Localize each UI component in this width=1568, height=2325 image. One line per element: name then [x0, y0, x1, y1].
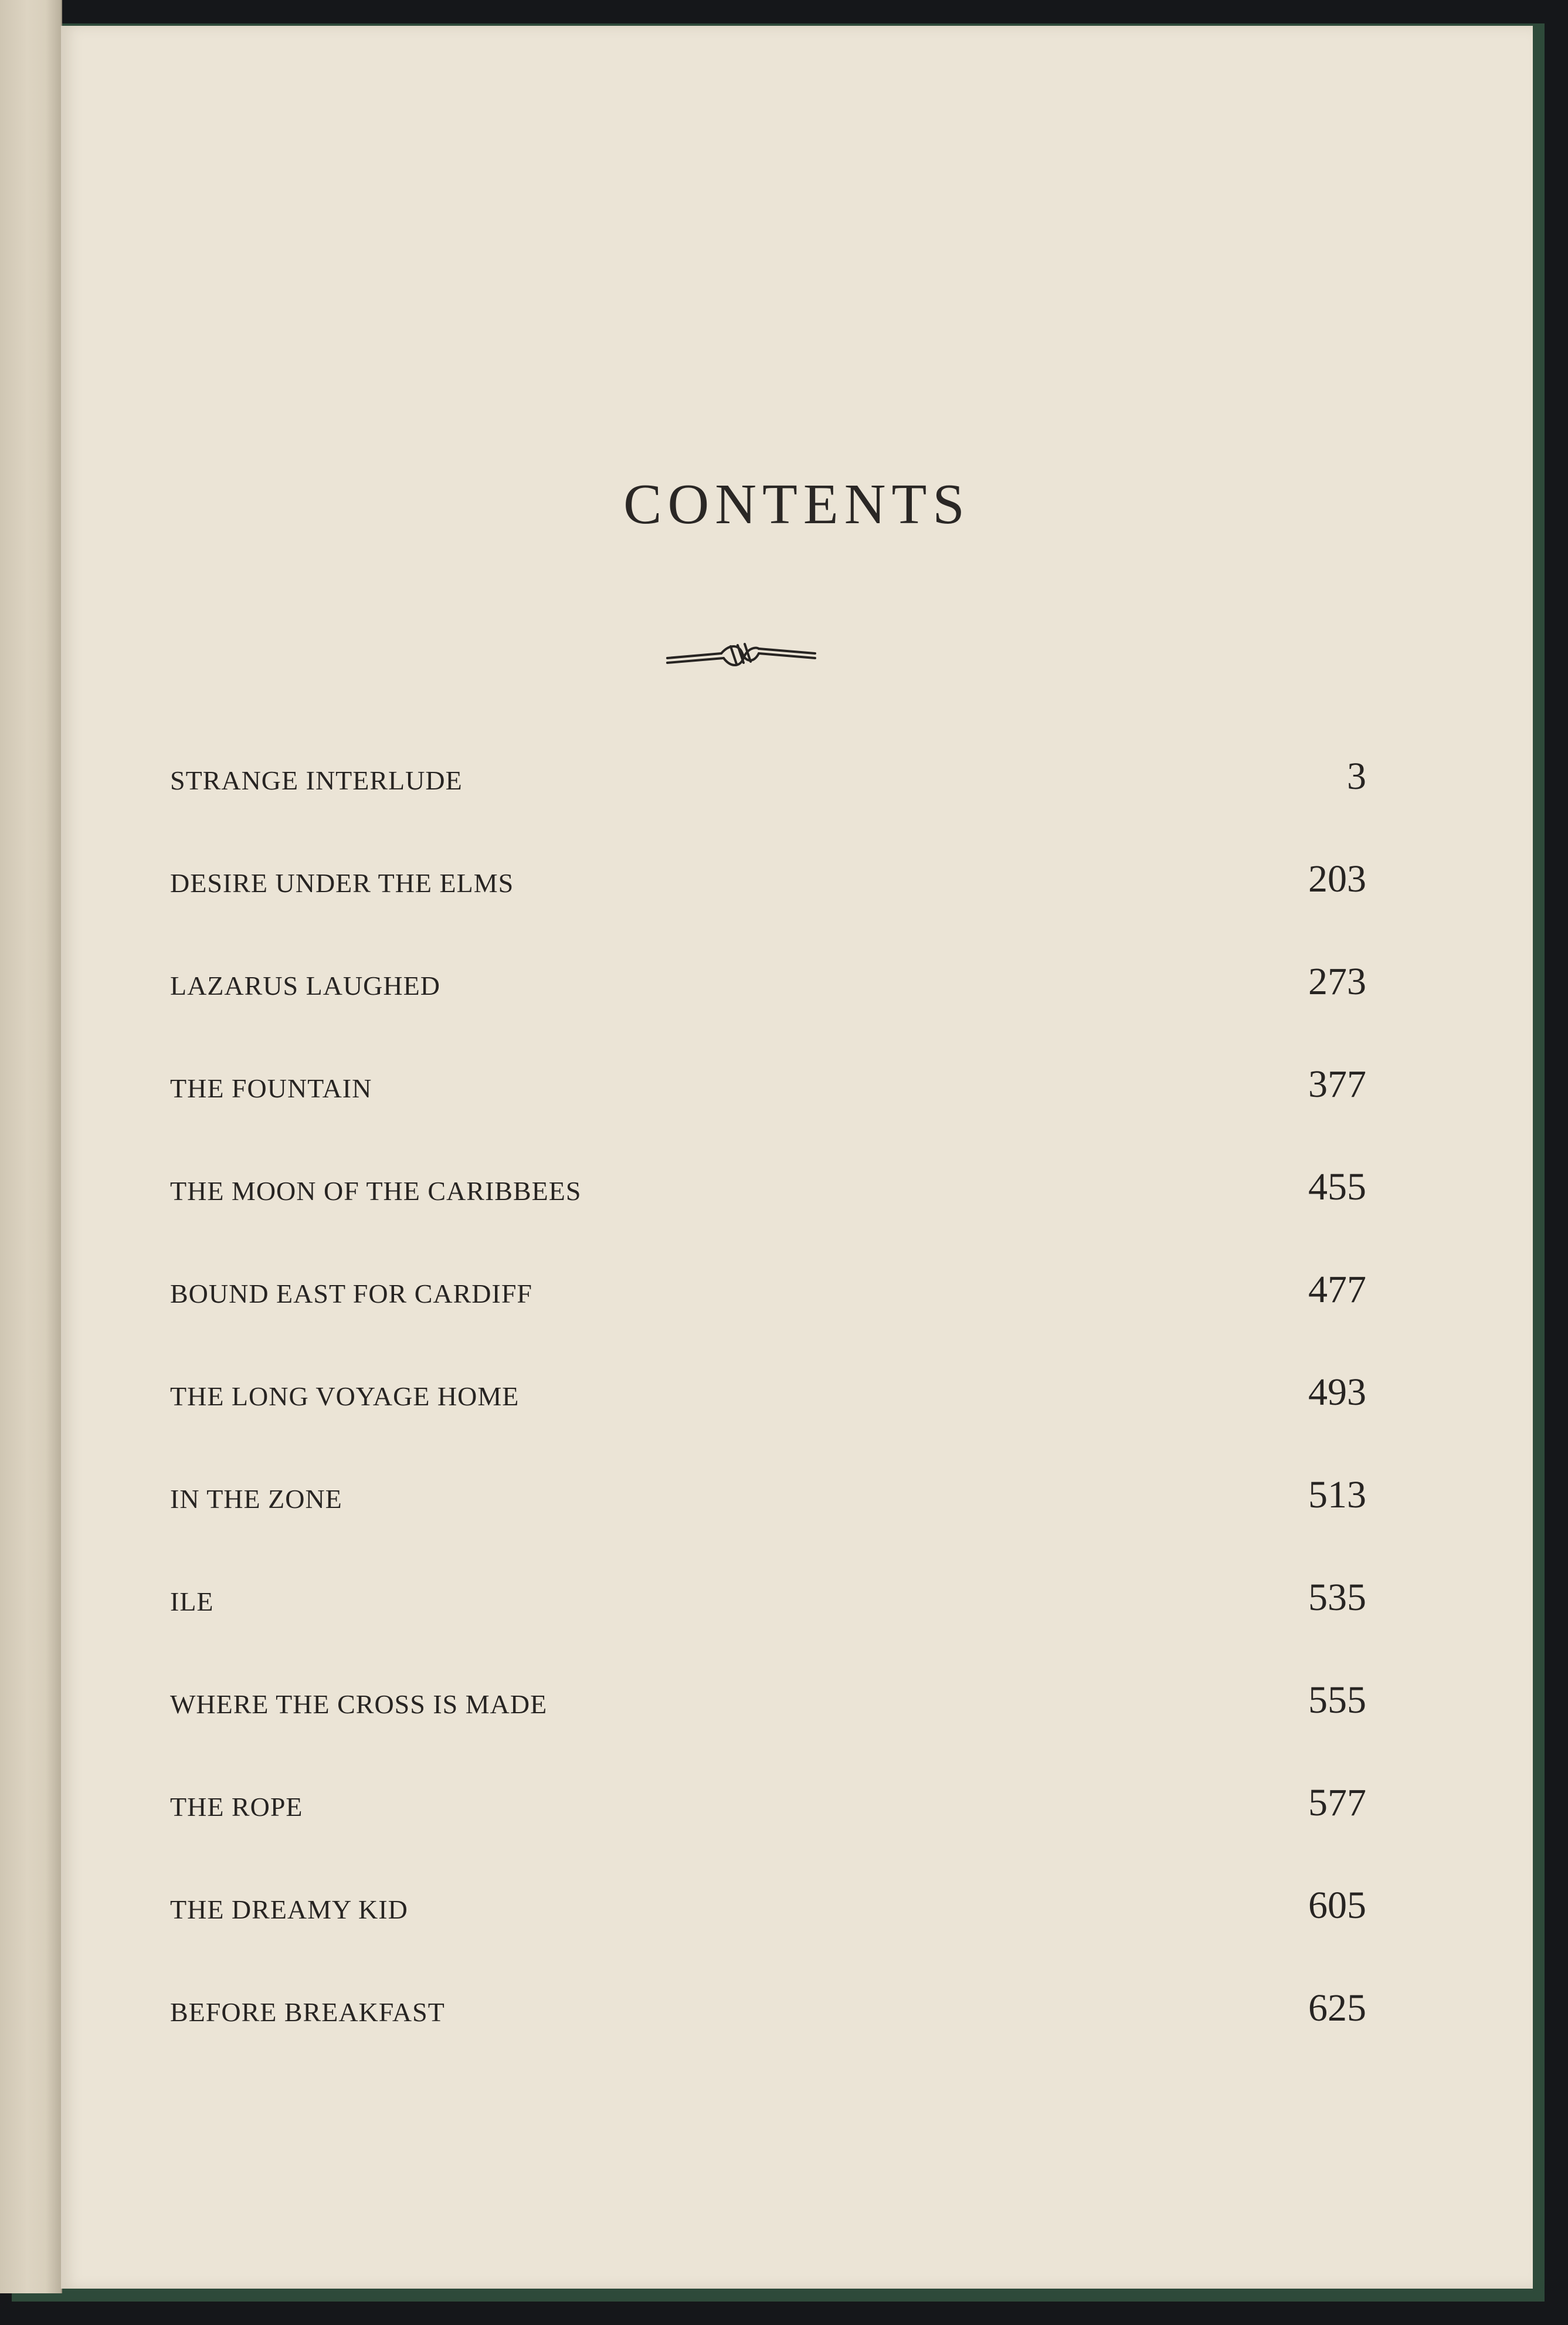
toc-entry [170, 1882, 1366, 1985]
toc-entry-title: BEFORE BREAKFAST [170, 1997, 445, 2027]
toc-entry [170, 856, 1366, 958]
toc-entry-title: ILE [170, 1587, 214, 1616]
toc-entry [170, 1472, 1366, 1574]
toc-entry [170, 1985, 1366, 2087]
toc-entry-page-number: 3 [1347, 755, 1366, 798]
toc-entry [170, 1780, 1366, 1882]
page-title: CONTENTS [623, 473, 970, 536]
toc-entry-title: BOUND EAST FOR CARDIFF [170, 1279, 533, 1309]
toc-entry-title: WHERE THE CROSS IS MADE [170, 1689, 548, 1719]
toc-entry-page-number: 625 [1308, 1987, 1366, 2029]
toc-entry-title: THE LONG VOYAGE HOME [170, 1381, 520, 1411]
rope-knot-ornament-icon [665, 636, 817, 671]
toc-entry-page-number: 513 [1308, 1473, 1366, 1516]
toc-entry [170, 1164, 1366, 1266]
toc-entry-title: THE FOUNTAIN [170, 1073, 372, 1103]
toc-entry-title: DESIRE UNDER THE ELMS [170, 868, 514, 898]
left-page-edge [0, 0, 62, 2293]
toc-entry [170, 1266, 1366, 1369]
toc-entry-title: THE DREAMY KID [170, 1894, 408, 1924]
toc-entry-page-number: 605 [1308, 1884, 1366, 1927]
toc-entry-title: IN THE ZONE [170, 1484, 342, 1514]
table-of-contents [170, 753, 1366, 2087]
toc-entry [170, 1369, 1366, 1472]
toc-entry-page-number: 577 [1308, 1781, 1366, 1824]
toc-entry-page-number: 535 [1308, 1576, 1366, 1619]
toc-entry-page-number: 555 [1308, 1679, 1366, 1721]
toc-entry-title: STRANGE INTERLUDE [170, 765, 463, 795]
toc-entry [170, 1061, 1366, 1164]
toc-entry [170, 1574, 1366, 1677]
toc-entry-page-number: 377 [1308, 1063, 1366, 1106]
toc-entry-page-number: 455 [1308, 1165, 1366, 1208]
toc-entry-page-number: 477 [1308, 1268, 1366, 1311]
toc-entry [170, 958, 1366, 1061]
toc-entry [170, 1677, 1366, 1780]
toc-entry-title: THE MOON OF THE CARIBBEES [170, 1176, 582, 1206]
toc-entry-page-number: 493 [1308, 1371, 1366, 1414]
toc-entry-page-number: 203 [1308, 858, 1366, 900]
toc-entry-title: THE ROPE [170, 1792, 303, 1822]
contents-page [61, 26, 1533, 2289]
toc-entry-title: LAZARUS LAUGHED [170, 971, 440, 1001]
toc-entry-page-number: 273 [1308, 960, 1366, 1003]
toc-entry [170, 753, 1366, 856]
